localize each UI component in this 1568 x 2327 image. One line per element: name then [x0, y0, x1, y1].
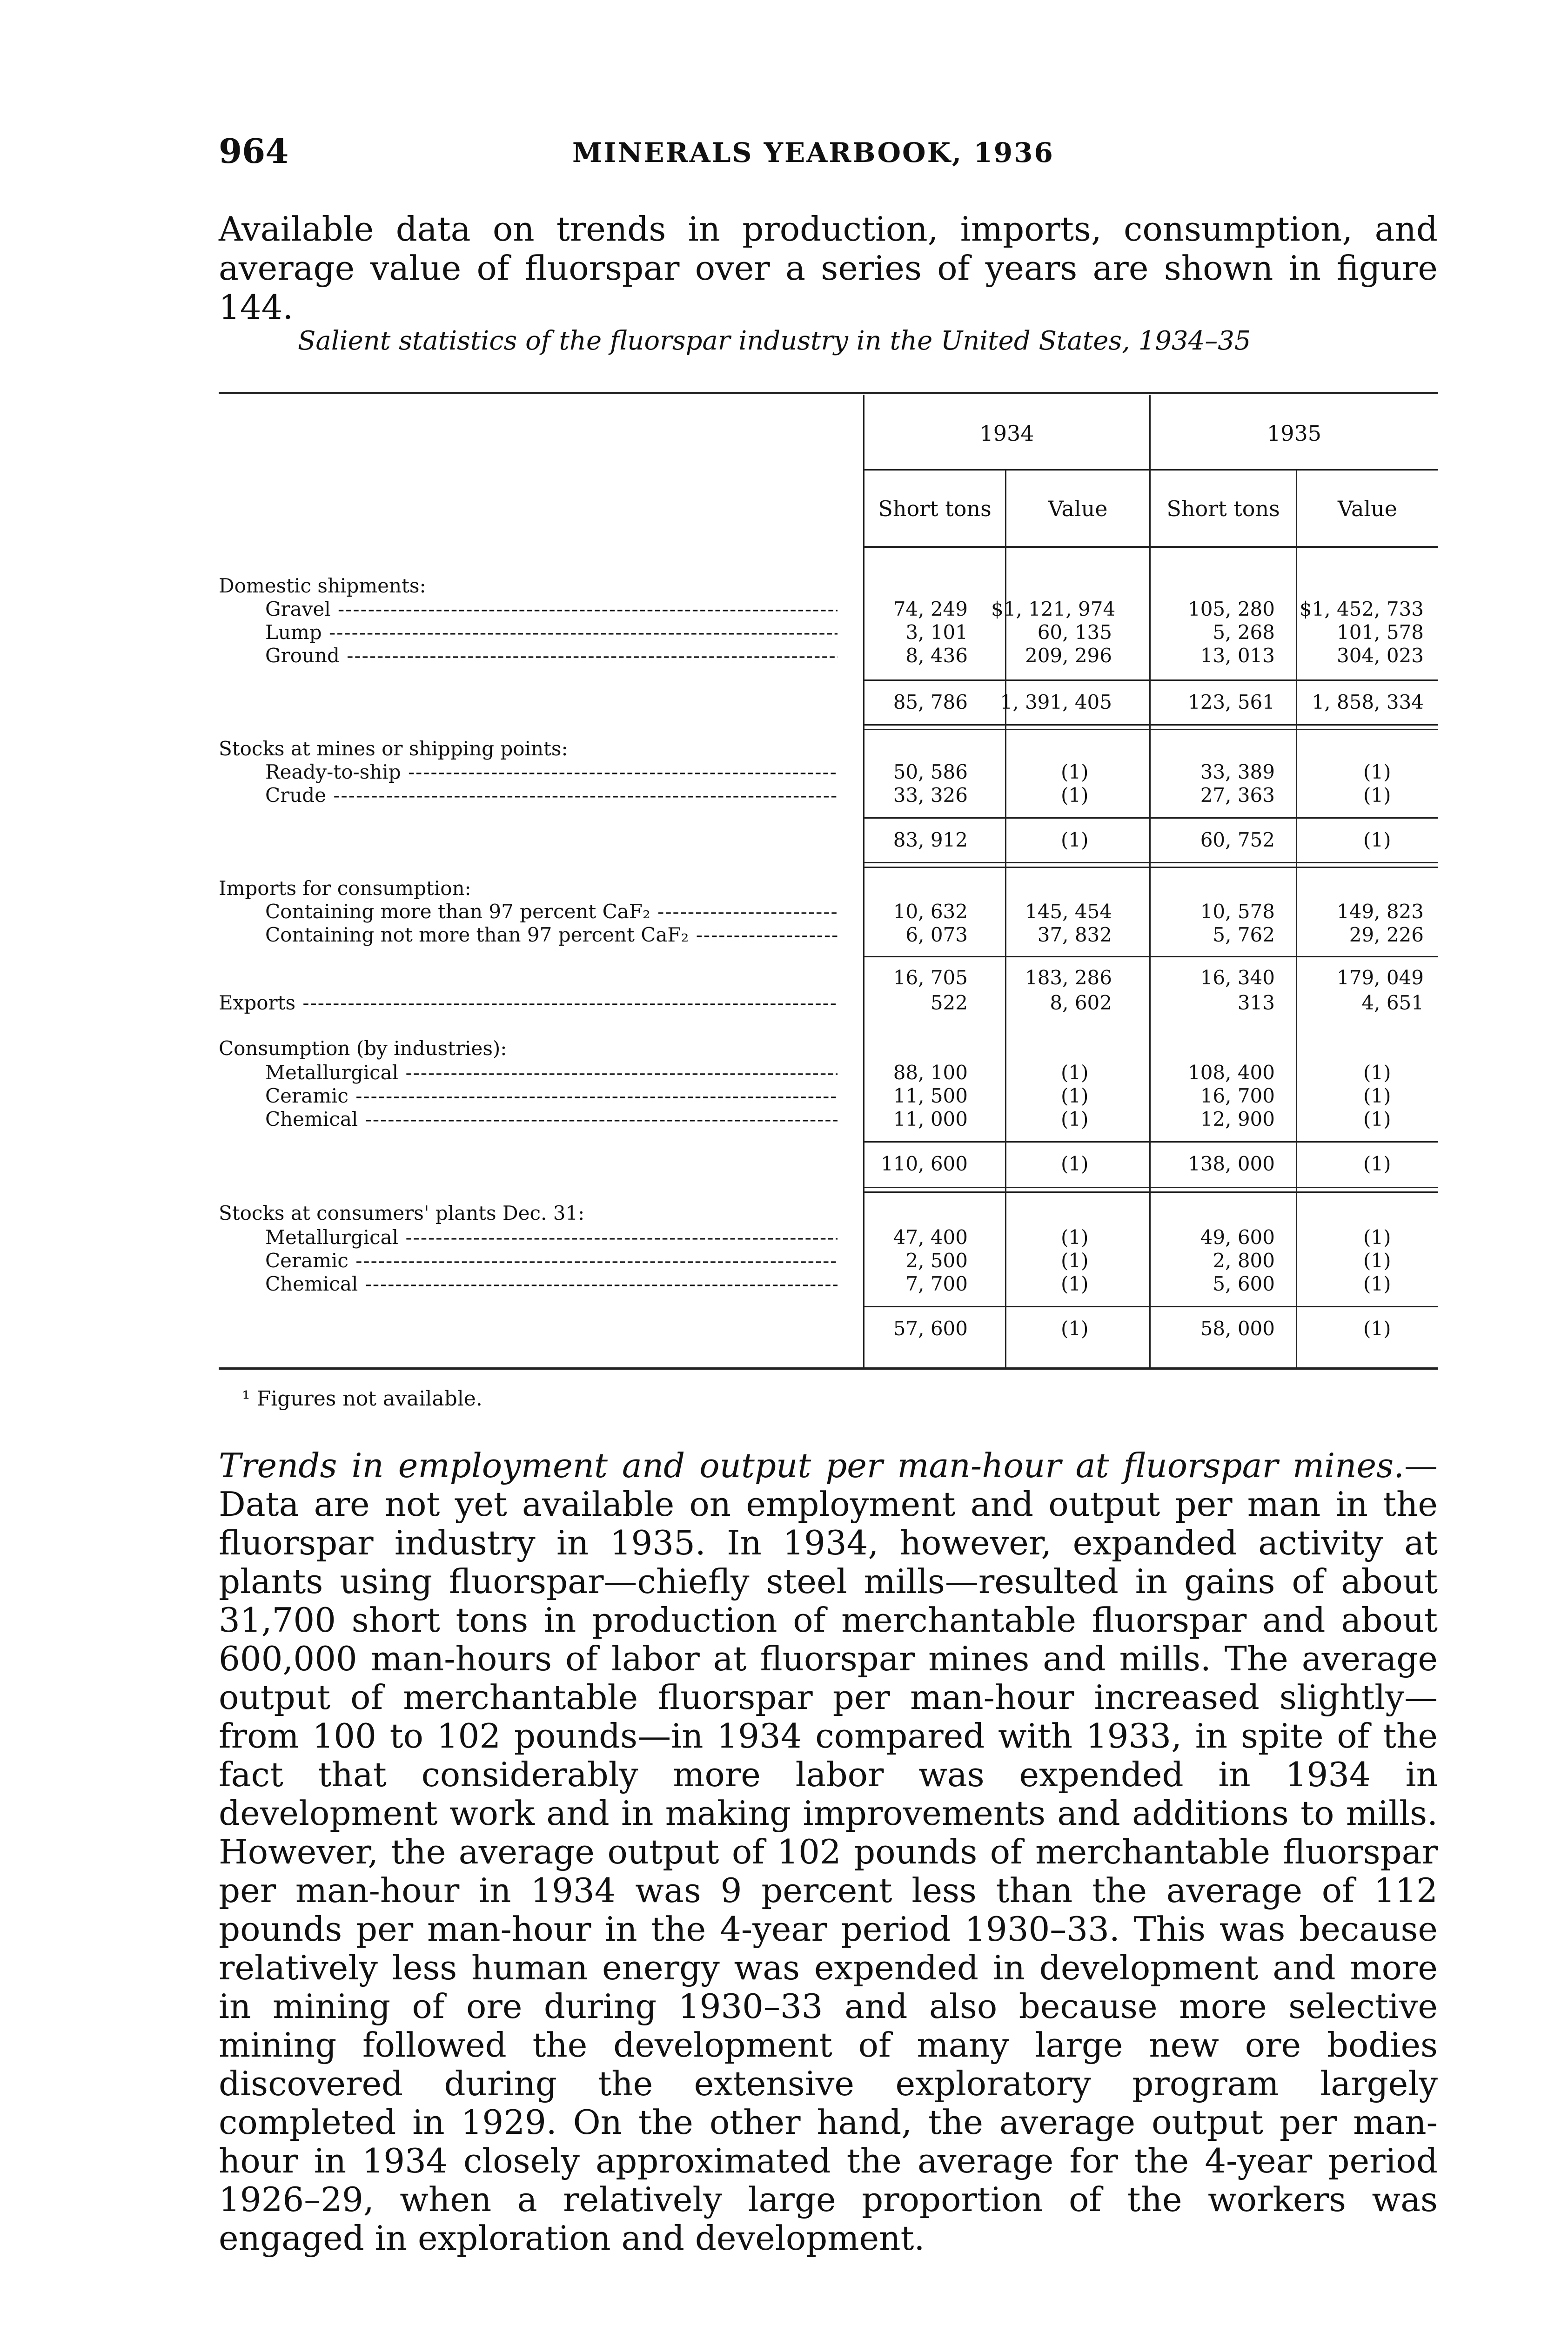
- cell: 149, 823: [1336, 900, 1424, 923]
- cell: (1): [1363, 1084, 1391, 1107]
- section-heading: [219, 1037, 1438, 1063]
- cell: (1): [1363, 1108, 1391, 1130]
- cell: 74, 249: [893, 598, 968, 620]
- cell: (1): [1061, 1249, 1089, 1272]
- total-cell: (1): [1061, 828, 1089, 851]
- section-double-rule: [863, 867, 1438, 868]
- cell: 2, 500: [905, 1249, 968, 1272]
- cell: $1, 121, 974: [991, 598, 1116, 620]
- total-cell: (1): [1363, 1317, 1391, 1340]
- cell: 10, 578: [1200, 900, 1275, 923]
- section-heading: [219, 574, 1438, 600]
- page-number: 964: [219, 131, 289, 171]
- total-row: [219, 691, 1438, 717]
- cell: 304, 023: [1336, 644, 1424, 667]
- total-cell: 60, 752: [1200, 828, 1275, 851]
- col-short-tons-1935: Short tons: [1166, 496, 1280, 521]
- table-row: [219, 644, 1438, 670]
- cell: 11, 000: [893, 1108, 968, 1130]
- total-cell: 58, 000: [1200, 1317, 1275, 1340]
- cell: 101, 578: [1336, 621, 1424, 644]
- cell: 8, 602: [1050, 991, 1112, 1014]
- col-value-1935: Value: [1338, 496, 1397, 521]
- cell: (1): [1363, 1272, 1391, 1295]
- table-row: [219, 1108, 1438, 1134]
- row-label: Chemical -----: [265, 1272, 838, 1295]
- total-cell: 183, 286: [1025, 966, 1112, 989]
- section-heading: [219, 737, 1438, 763]
- total-cell: (1): [1363, 828, 1391, 851]
- row-label: Exports -----: [219, 991, 838, 1014]
- cell: 313: [1237, 991, 1275, 1014]
- cell: 12, 900: [1200, 1108, 1275, 1130]
- total-cell: 179, 049: [1336, 966, 1424, 989]
- total-cell: (1): [1363, 1152, 1391, 1175]
- total-rule: [863, 956, 1438, 957]
- col-short-tons-1934: Short tons: [878, 496, 992, 521]
- total-rule: [863, 1141, 1438, 1143]
- year-1934-header: 1934: [979, 421, 1034, 446]
- cell: 88, 100: [893, 1061, 968, 1084]
- cell: 5, 268: [1213, 621, 1275, 644]
- total-cell: 1, 858, 334: [1312, 691, 1424, 713]
- table-row: [219, 598, 1438, 624]
- cell: 3, 101: [905, 621, 968, 644]
- row-label: Ground -----: [265, 644, 838, 667]
- total-cell: 85, 786: [893, 691, 968, 713]
- cell: 6, 073: [905, 923, 968, 946]
- cell: 11, 500: [893, 1084, 968, 1107]
- total-cell: (1): [1061, 1317, 1089, 1340]
- year-1935-header: 1935: [1266, 421, 1322, 446]
- section-double-rule: [863, 1191, 1438, 1193]
- col-value-1934: Value: [1048, 496, 1108, 521]
- section-heading-label: Consumption (by industries):: [219, 1037, 507, 1060]
- table-row: [219, 1249, 1438, 1275]
- table-row: [219, 991, 1438, 1017]
- row-label: Metallurgical -----: [265, 1061, 838, 1084]
- table-row: [219, 1272, 1438, 1298]
- cell: 10, 632: [893, 900, 968, 923]
- section-double-rule: [863, 862, 1438, 863]
- section-heading: [219, 1202, 1438, 1228]
- body-paragraph: [219, 1446, 1438, 2258]
- total-row: [219, 828, 1438, 854]
- cell: 50, 586: [893, 760, 968, 783]
- row-label: Lump -----: [265, 621, 838, 644]
- cell: (1): [1363, 784, 1391, 807]
- cell: 33, 389: [1200, 760, 1275, 783]
- cell: 27, 363: [1200, 784, 1275, 807]
- section-heading-label: Imports for consumption:: [219, 877, 471, 900]
- cell: 522: [930, 991, 968, 1014]
- cell: 13, 013: [1200, 644, 1275, 667]
- total-row: [219, 966, 1438, 992]
- cell: (1): [1363, 1249, 1391, 1272]
- table-row: [219, 784, 1438, 810]
- page-header: [219, 131, 1438, 187]
- total-cell: 16, 705: [893, 966, 968, 989]
- section-heading-label: Stocks at consumers' plants Dec. 31:: [219, 1202, 585, 1224]
- table-footnote: ¹ Figures not available.: [242, 1387, 482, 1411]
- table-title: Salient statistics of the fluorspar industry in the United States, 1934–35: [298, 326, 1251, 356]
- section-heading-label: Domestic shipments:: [219, 574, 426, 597]
- cell: 105, 280: [1187, 598, 1275, 620]
- cell: 60, 135: [1037, 621, 1112, 644]
- paragraph-text: —Data are not yet available on employment and output per man in the fluorspar industry in 1935. In 1934, however, expanded activity at plants using fluorspar—chiefly steel mills—resulted in gains of about 31,700 short tons in production of merchantable fluorspar and about 600,000 man-hours of labor at fluorspar mines and mills. The average output of merchantable fluorspar per man-hour increased slightly—from 100 to 102 pounds—in 1934 compared with 1933, in spite of the fact that considerably more labor was expended in 1934 in development work and in making improvements and additions to mills. However, the average output of 102 pounds of merchantable fluorspar per man-hour in 1934 was 9 percent less than the average of 112 pounds per man-hour in the 4-year period 1930–33. This was because relatively less human energy was expended in development and more in mining of ore during 1930–33 and also because more selective mining followed the development of many large new ore bodies discovered during the extensive exploratory program largely completed in 1929. On the other hand, the average output per man-hour in 1934 closely approximated the average for the 4-year period 1926–29, when a relatively large proportion of the workers was engaged in exploration and development.: [219, 1446, 1438, 2258]
- total-cell: 138, 000: [1187, 1152, 1275, 1175]
- total-cell: 110, 600: [880, 1152, 968, 1175]
- cell: 47, 400: [893, 1226, 968, 1249]
- row-label: Containing not more than 97 percent CaF₂ -----: [265, 923, 838, 946]
- section-double-rule: [863, 1187, 1438, 1188]
- total-row: [219, 1152, 1438, 1178]
- table-row: [219, 1061, 1438, 1087]
- table-top-rule: [219, 392, 1438, 394]
- row-label: Ceramic -----: [265, 1084, 838, 1107]
- total-rule: [863, 679, 1438, 681]
- intro-paragraph: Available data on trends in production, imports, consumption, and average value of fluorspar over a series of years are shown in figure 144.: [219, 209, 1438, 327]
- row-label: Chemical -----: [265, 1108, 838, 1130]
- cell: (1): [1061, 1061, 1089, 1084]
- table-row: [219, 760, 1438, 787]
- table-bottom-rule: [219, 1367, 1438, 1370]
- cell: (1): [1363, 1061, 1391, 1084]
- cell: $1, 452, 733: [1299, 598, 1424, 620]
- cell: 5, 762: [1213, 923, 1275, 946]
- cell: 4, 651: [1361, 991, 1424, 1014]
- total-cell: 57, 600: [893, 1317, 968, 1340]
- table-row: [219, 621, 1438, 647]
- cell: (1): [1061, 1084, 1089, 1107]
- cell: (1): [1363, 760, 1391, 783]
- cell: 49, 600: [1200, 1226, 1275, 1249]
- cell: (1): [1061, 784, 1089, 807]
- section-double-rule: [863, 729, 1438, 730]
- cell: 5, 600: [1213, 1272, 1275, 1295]
- total-row: [219, 1317, 1438, 1343]
- total-cell: 1, 391, 405: [1000, 691, 1112, 713]
- cell: 16, 700: [1200, 1084, 1275, 1107]
- cell: 108, 400: [1187, 1061, 1275, 1084]
- row-label: Gravel -----: [265, 598, 838, 620]
- section-heading-label: Stocks at mines or shipping points:: [219, 737, 568, 760]
- total-rule: [863, 1306, 1438, 1307]
- table-row: [219, 1226, 1438, 1252]
- total-cell: (1): [1061, 1152, 1089, 1175]
- section-heading: [219, 877, 1438, 903]
- row-label: Ceramic -----: [265, 1249, 838, 1272]
- cell: 145, 454: [1025, 900, 1112, 923]
- row-label: Crude -----: [265, 784, 838, 807]
- row-label: Containing more than 97 percent CaF₂ -----: [265, 900, 838, 923]
- cell: 7, 700: [905, 1272, 968, 1295]
- row-label: Ready-to-ship -----: [265, 760, 838, 783]
- total-rule: [863, 817, 1438, 819]
- section-double-rule: [863, 724, 1438, 726]
- total-cell: 83, 912: [893, 828, 968, 851]
- table-row: [219, 1084, 1438, 1110]
- cell: 33, 326: [893, 784, 968, 807]
- cell: (1): [1061, 1226, 1089, 1249]
- cell: (1): [1061, 1272, 1089, 1295]
- cell: 37, 832: [1037, 923, 1112, 946]
- total-cell: 16, 340: [1200, 966, 1275, 989]
- cell: (1): [1061, 760, 1089, 783]
- table-row: [219, 923, 1438, 949]
- cell: (1): [1363, 1226, 1391, 1249]
- cell: 8, 436: [905, 644, 968, 667]
- total-cell: 123, 561: [1187, 691, 1275, 713]
- cell: 209, 296: [1025, 644, 1112, 667]
- running-head: MINERALS YEARBOOK, 1936: [572, 137, 1054, 168]
- cell: 2, 800: [1213, 1249, 1275, 1272]
- row-label: Metallurgical -----: [265, 1226, 838, 1249]
- paragraph-lead: Trends in employment and output per man-hour at fluorspar mines.: [219, 1446, 1404, 1485]
- cell: 29, 226: [1349, 923, 1424, 946]
- table-row: [219, 900, 1438, 926]
- cell: (1): [1061, 1108, 1089, 1130]
